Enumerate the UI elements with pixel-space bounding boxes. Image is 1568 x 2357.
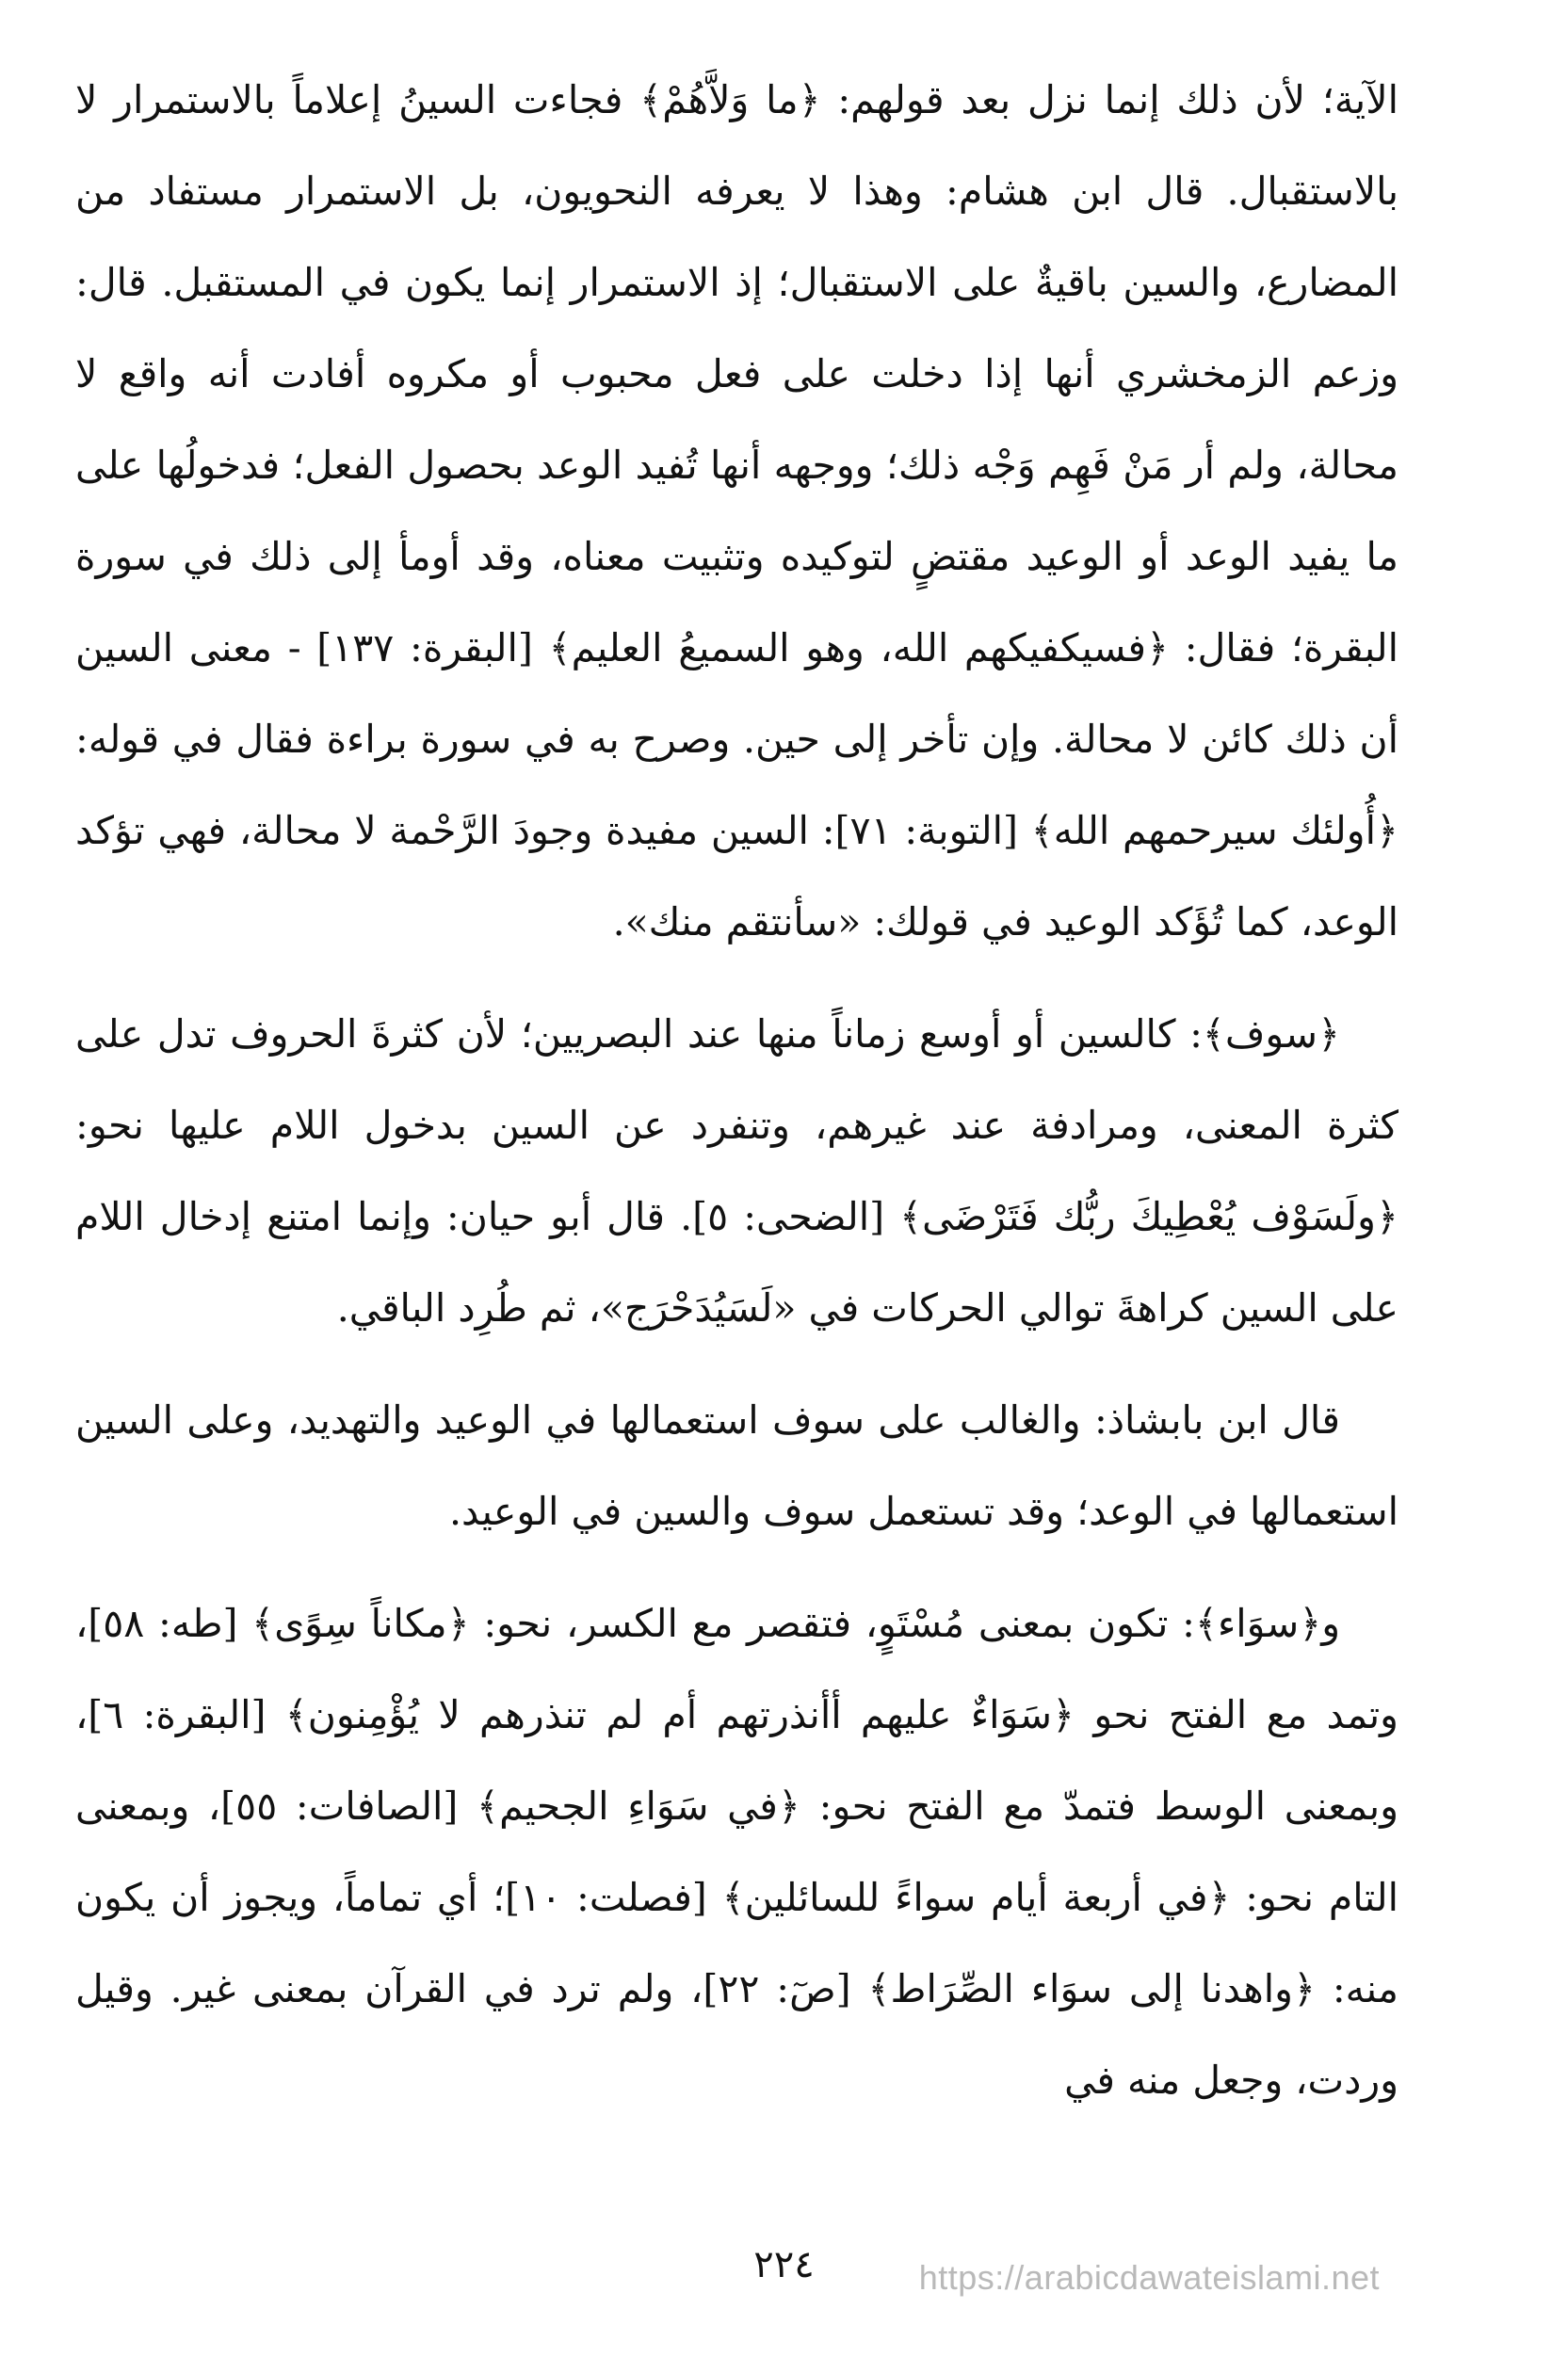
paragraph-3: قال ابن بابشاذ: والغالب على سوف استعمالها في الوعيد والتهديد، وعلى السين استعمالها في الوعد؛ وقد تستعمل سوف والسين في الوعيد. (75, 1397, 1398, 1534)
paragraph-2: ﴿سوف﴾: كالسين أو أوسع زماناً منها عند البصريين؛ لأن كثرةَ الحروف تدل على كثرة المعنى، ومرادفة عند غيرهم، وتنفرد عن السين بدخول اللام عليها نحو: ﴿ولَسَوْف يُعْطِيكَ ربُّك فَتَرْضَى﴾ [الضحى: ٥]. قال أبو حيان: وإنما امتنع إدخال اللام على السين كراهةَ توالي الحركات في «لَسَيُدَحْرَج»، ثم طُرِد الباقي. (75, 1011, 1398, 1331)
watermark-url: https://arabicdawateislami.net (918, 2258, 1380, 2297)
paragraph-divider (75, 968, 1398, 989)
paragraph-4: و﴿سوَاء﴾: تكون بمعنى مُسْتَوٍ، فتقصر مع الكسر، نحو: ﴿مكاناً سِوًى﴾ [طه: ٥٨]، وتمد مع الفتح نحو ﴿سَوَاءٌ عليهم أأنذرتهم أم لم تنذرهم لا يُؤْمِنون﴾ [البقرة: ٦]، وبمعنى الوسط فتمدّ مع الفتح نحو: ﴿في سَوَاءِ الجحيم﴾ [الصافات: ٥٥]، وبمعنى التام نحو: ﴿في أربعة أيام سواءً للسائلين﴾ [فصلت: ١٠]؛ أي تماماً، ويجوز أن يكون منه: ﴿واهدنا إلى سوَاء الصِّرَاط﴾ [صٓ: ٢٢]، ولم ترد في القرآن بمعنى غير. وقيل وردت، وجعل منه في (75, 1601, 1399, 2103)
paragraph-divider (75, 1558, 1398, 1578)
paragraph-1: الآية؛ لأن ذلك إنما نزل بعد قولهم: ﴿ما وَلاَّهُمْ﴾ فجاءت السينُ إعلاماً بالاستمرار لا بالاستقبال. قال ابن هشام: وهذا لا يعرفه النحويون، بل الاستمرار مستفاد من المضارع، والسين باقيةٌ على الاستقبال؛ إذ الاستمرار إنما يكون في المستقبل. قال: وزعم الزمخشري أنها إذا دخلت على فعل محبوب أو مكروه أفادت أنه واقع لا محالة، ولم أر مَنْ فَهِم وَجْه ذلك؛ ووجهه أنها تُفيد الوعد بحصول الفعل؛ فدخولُها على ما يفيد الوعد أو الوعيد مقتضٍ لتوكيده وتثبيت معناه، وقد أومأ إلى ذلك في سورة البقرة؛ فقال: ﴿فسيكفيكهم الله، وهو السميعُ العليم﴾ [البقرة: ١٣٧] - معنى السين أن ذلك كائن لا محالة. وإن تأخر إلى حين. وصرح به في سورة براءة فقال في قوله: ﴿أُولئك سيرحمهم الله﴾ [التوبة: ٧١]: السين مفيدة وجودَ الرَّحْمة لا محالة، فهي تؤكد الوعد، كما تُؤَكد الوعيد في قولك: «سأنتقم منك». (75, 77, 1398, 944)
body-text (75, 55, 1398, 2126)
page-number: ٢٢٤ (753, 2243, 815, 2286)
paragraph-divider (75, 1354, 1398, 1375)
